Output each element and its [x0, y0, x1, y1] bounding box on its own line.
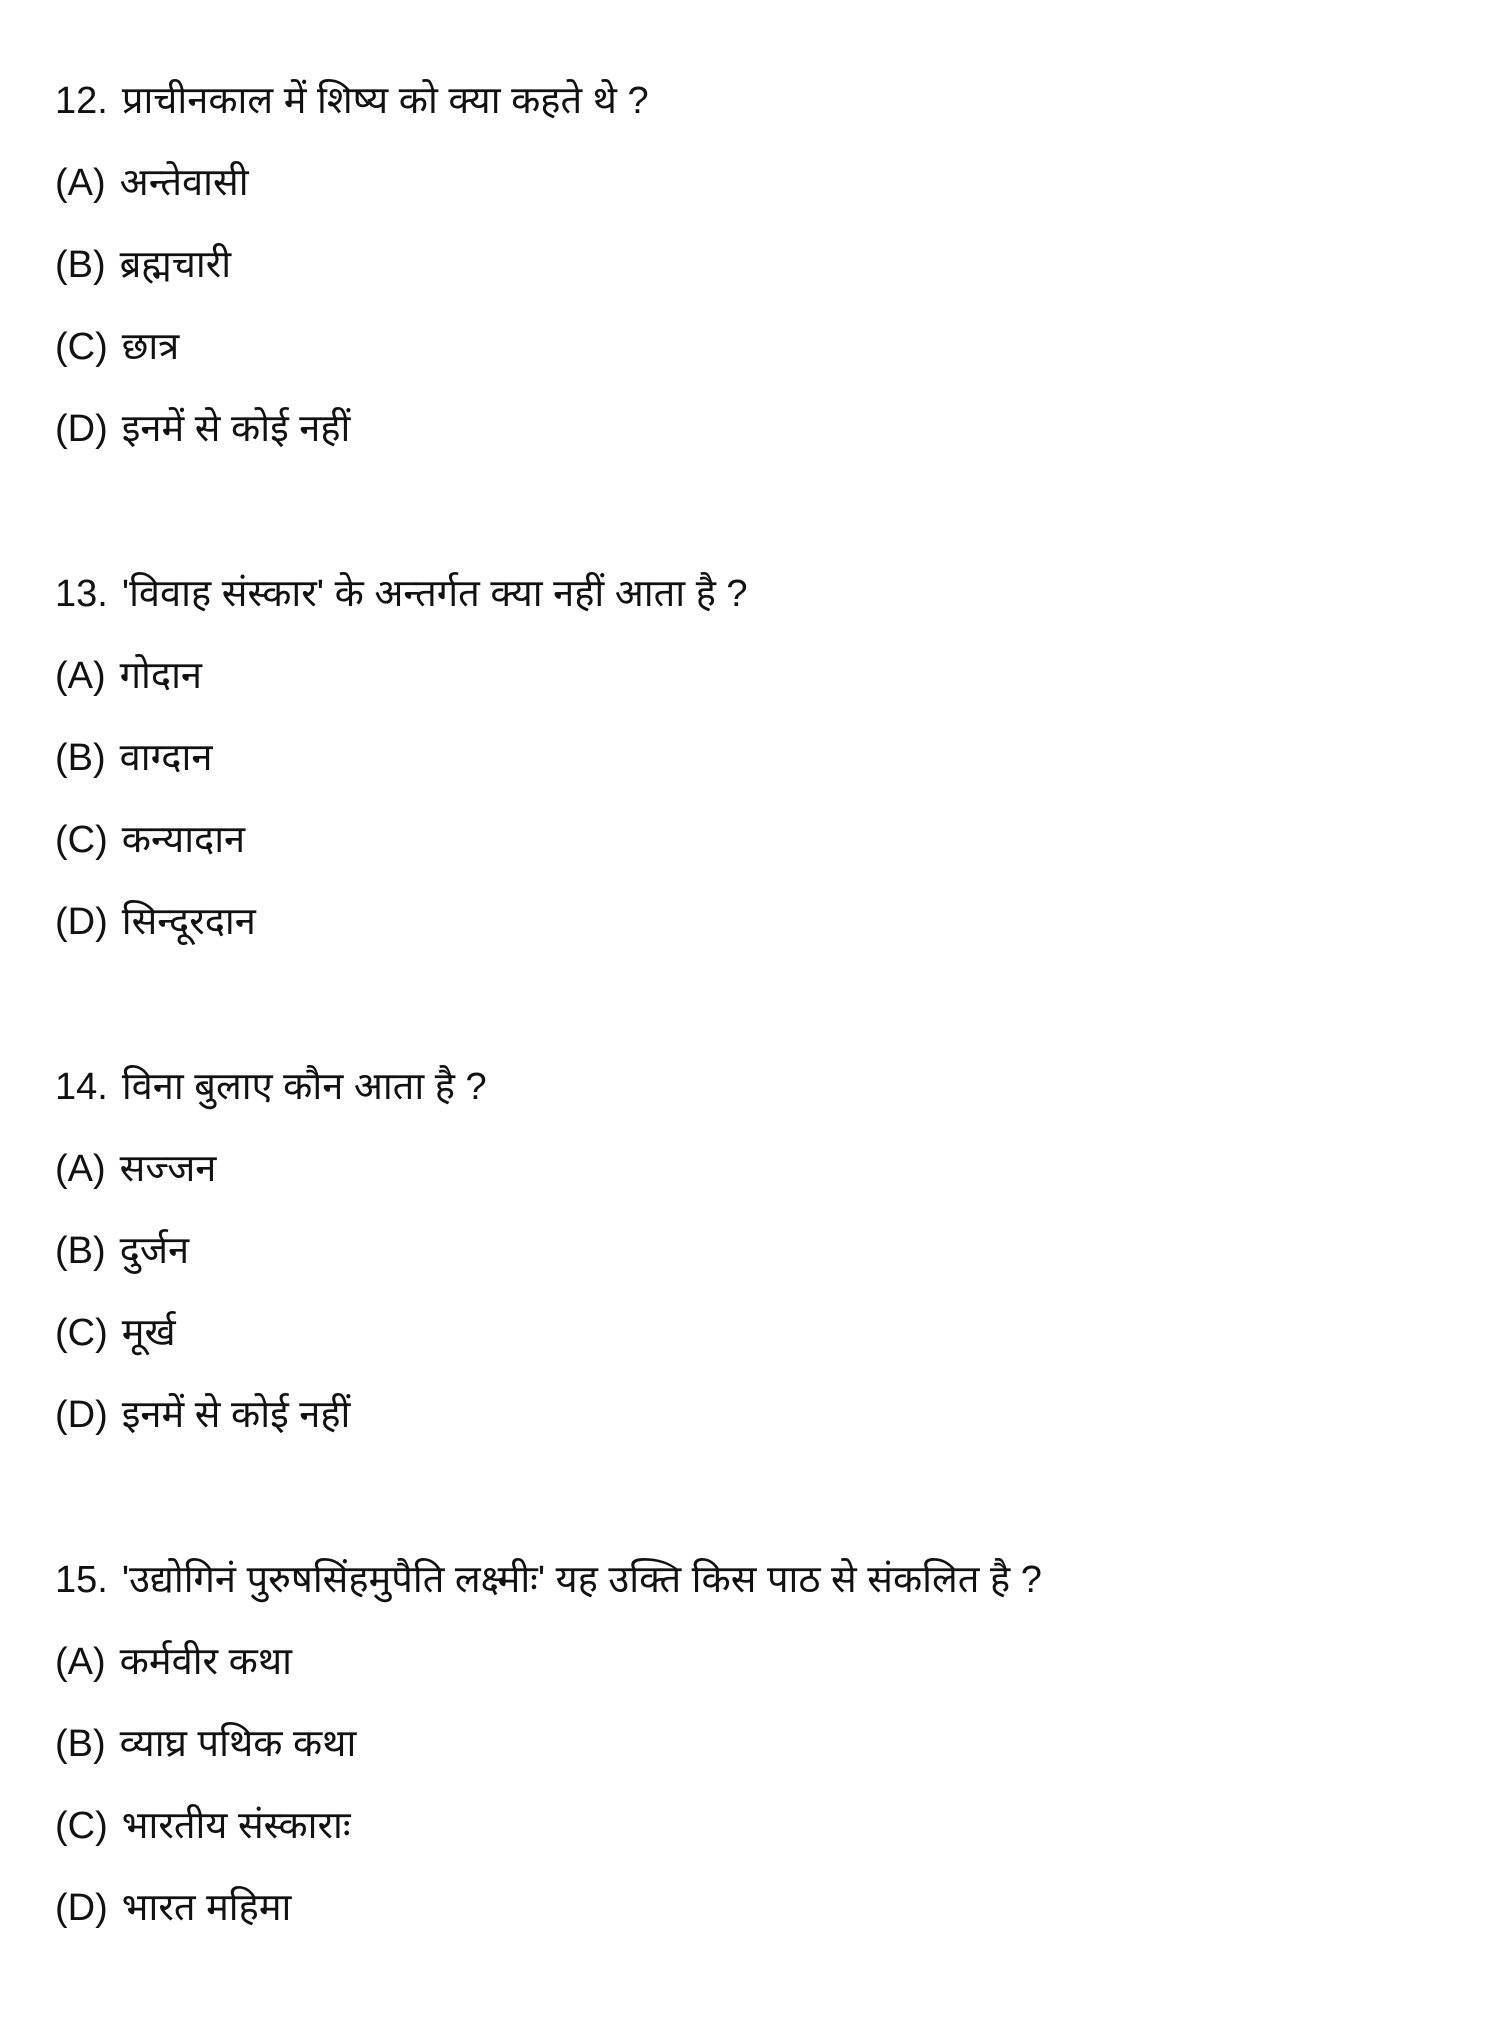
option-text: इनमें से कोई नहीं — [121, 1394, 351, 1436]
question-text: 'उद्योगिनं पुरुषसिंहमुपैति लक्ष्मीः' यह उक्ति किस पाठ से संकलित है ? — [121, 1559, 1042, 1601]
question-block — [55, 60, 1475, 470]
question-text-line — [55, 1046, 1475, 1128]
question-block — [55, 1046, 1475, 1456]
question-text-line — [55, 60, 1475, 142]
option-label: (D) — [55, 1887, 108, 1929]
answer-option[interactable] — [55, 224, 1475, 306]
answer-option[interactable] — [55, 1374, 1475, 1456]
answer-option[interactable] — [55, 1621, 1475, 1703]
answer-option[interactable] — [55, 142, 1475, 224]
answer-option[interactable] — [55, 388, 1475, 470]
question-text-line — [55, 553, 1475, 635]
answer-option[interactable] — [55, 1703, 1475, 1785]
question-text: प्राचीनकाल में शिष्य को क्या कहते थे ? — [121, 80, 649, 122]
option-text: दुर्जन — [119, 1230, 190, 1272]
answer-option[interactable] — [55, 1210, 1475, 1292]
question-block — [55, 1539, 1475, 1949]
option-label: (B) — [55, 1723, 106, 1765]
question-text: 'विवाह संस्कार' के अन्तर्गत क्या नहीं आता है ? — [121, 573, 748, 615]
option-text: वाग्दान — [119, 737, 213, 779]
option-text: सज्जन — [119, 1148, 217, 1190]
answer-option[interactable] — [55, 306, 1475, 388]
option-label: (C) — [55, 326, 108, 368]
option-text: व्याघ्र पथिक कथा — [119, 1723, 357, 1765]
option-text: ब्रह्मचारी — [119, 244, 232, 286]
option-label: (D) — [55, 1394, 108, 1436]
option-text: सिन्दूरदान — [121, 901, 256, 943]
question-number: 12. — [55, 80, 108, 122]
option-label: (B) — [55, 244, 106, 286]
answer-option[interactable] — [55, 717, 1475, 799]
option-label: (A) — [55, 162, 106, 204]
option-text: कर्मवीर कथा — [119, 1641, 292, 1683]
option-label: (A) — [55, 655, 106, 697]
option-label: (C) — [55, 1805, 108, 1847]
option-label: (B) — [55, 737, 106, 779]
question-number: 13. — [55, 573, 108, 615]
answer-option[interactable] — [55, 1292, 1475, 1374]
option-text: छात्र — [121, 326, 180, 368]
option-text: इनमें से कोई नहीं — [121, 408, 351, 450]
option-label: (D) — [55, 408, 108, 450]
question-text: विना बुलाए कौन आता है ? — [121, 1066, 487, 1108]
answer-option[interactable] — [55, 799, 1475, 881]
option-text: भारत महिमा — [121, 1887, 292, 1929]
option-text: भारतीय संस्काराः — [121, 1805, 351, 1847]
option-label: (A) — [55, 1641, 106, 1683]
question-number: 15. — [55, 1559, 108, 1601]
option-label: (B) — [55, 1230, 106, 1272]
question-number: 14. — [55, 1066, 108, 1108]
option-text: मूर्ख — [121, 1312, 176, 1354]
question-block — [55, 553, 1475, 963]
answer-option[interactable] — [55, 881, 1475, 963]
option-text: गोदान — [119, 655, 203, 697]
answer-option[interactable] — [55, 635, 1475, 717]
option-label: (D) — [55, 901, 108, 943]
question-text-line — [55, 1539, 1475, 1621]
option-text: कन्यादान — [121, 819, 246, 861]
option-label: (C) — [55, 1312, 108, 1354]
answer-option[interactable] — [55, 1867, 1475, 1949]
option-label: (C) — [55, 819, 108, 861]
option-text: अन्तेवासी — [119, 162, 249, 204]
answer-option[interactable] — [55, 1128, 1475, 1210]
option-label: (A) — [55, 1148, 106, 1190]
answer-option[interactable] — [55, 1785, 1475, 1867]
